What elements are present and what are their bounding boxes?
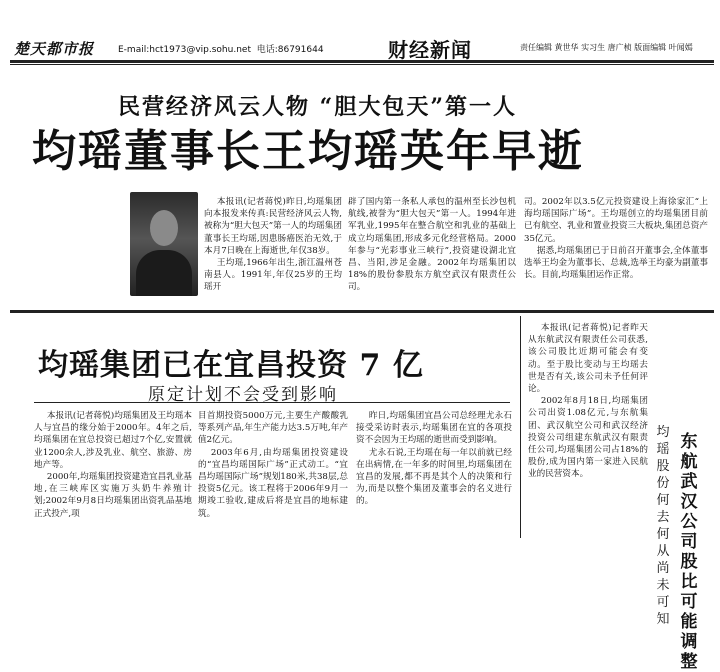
portrait-photo [130, 192, 198, 296]
portrait-body [136, 250, 192, 296]
second-headline: 均瑶集团已在宜昌投资 7 亿 [38, 348, 424, 383]
lead-column-3 [524, 196, 708, 300]
second-col3-para2: 尤永石说,王均瑶在每一年以前就已经在出病情,在一年多的时间里,均瑶集团在宜昌的发展,都不再是其个人的决策和行为,而是以整个集团及董事会的名义进行的。 [356, 447, 512, 507]
second-col3-para1: 昨日,均瑶集团宜昌公司总经理尤永石接受采访时表示,均瑶集团在宜的各项投资不会因为王均瑶的逝世而受到影响。 [356, 411, 512, 446]
vertical-char: 份 [656, 476, 670, 491]
hotline: 电话:86791644 [256, 45, 324, 55]
side-vertical-subhead [652, 424, 674, 628]
vertical-char: 知 [656, 612, 670, 627]
masthead: 楚天都市报 [14, 40, 95, 58]
lead-col3-para2: 据悉,均瑶集团已于日前召开董事会,全体董事选举王均金为董事长、总裁,选举王均豪为副董事长。目前,均瑶集团运作正常。 [524, 245, 708, 281]
vertical-char: 瑶 [656, 442, 670, 457]
lead-headline: 均瑶董事长王均瑶英年早逝 [32, 126, 584, 177]
lead-column-2 [348, 196, 516, 300]
vertical-char: 整 [680, 652, 698, 672]
vertical-char: 从 [656, 544, 670, 559]
vertical-char: 股 [680, 552, 698, 572]
vertical-char: 司 [680, 532, 698, 552]
top-rule [10, 60, 714, 63]
vertical-char: 何 [656, 527, 670, 542]
lead-column-1 [204, 196, 342, 300]
lead-col2-para1: 辟了国内第一条私人承包的温州至长沙包机航线,被誉为“胆大包天”第一人。1994年进军乳业,1995年在整合航空和乳业的基础上成立均瑶集团,形成多元化经营格局。2000年参与“光彩事业三峡行”,投资建设湖北宜昌、当阳,涉足金融。2002年均瑶集团以18%的股份参股东方航空武汉有限责任公司。 [348, 197, 516, 293]
vertical-char: 比 [680, 572, 698, 592]
vertical-char: 均 [656, 425, 670, 440]
second-subhead: 原定计划不会受到影响 [148, 385, 338, 405]
vertical-char: 去 [656, 510, 670, 525]
side-col-para2: 2002年8月18日,均瑶集团公司出资1.08亿元,与东航集团、武汉航空公司和武汉经济投资公司组建东航武汉有限责任公司,均瑶集团公司占18%的股份,成为国内第一家进入民航业的民营资本。 [528, 396, 648, 480]
editors-credit: 责任编辑 黄世华 实习生 唐广桢 版面编辑 叶闻嫣 [520, 43, 693, 52]
section-title: 财经新闻 [388, 38, 472, 62]
email-address: E-mail:hct1973@vip.sohu.net [118, 45, 251, 55]
second-column-1 [34, 410, 192, 538]
vertical-char: 汉 [680, 492, 698, 512]
second-col2-para2: 2003年6月,由均瑶集团投资建设的“宜昌均瑶国际广场”正式动工。“宜昌均瑶国际广场”规划180米,共38层,总投资5亿元。该工程将于2006年9月一期竣工验收,建成后将是宜昌的地标建筑。 [198, 447, 348, 519]
second-col2-para1: 目首期投资5000万元,主要生产酸酸乳等系列产品,年生产能力达3.5万吨,年产值2亿元。 [198, 411, 348, 446]
side-vertical-headline [676, 432, 702, 672]
vertical-char: 股 [656, 459, 670, 474]
lead-col1-para1: 本报讯(记者蒋悦)昨日,均瑶集团向本报发来传真:民营经济风云人物,被称为“胆大包天”第一人的均瑶集团董事长王均瑶,因患肠癌医治无效,于本月7日晚在上海逝世,年仅38岁。 [204, 197, 342, 256]
top-rule-thin [10, 64, 714, 65]
side-column [528, 322, 648, 538]
vertical-char: 未 [656, 578, 670, 593]
vertical-char: 尚 [656, 561, 670, 576]
vertical-char: 武 [680, 472, 698, 492]
second-column-3 [356, 410, 512, 538]
lead-kicker: 民营经济风云人物 “胆大包天”第一人 [118, 94, 517, 120]
section-divider [10, 310, 714, 313]
vertical-char: 可 [680, 592, 698, 612]
vertical-char: 航 [680, 452, 698, 472]
portrait-face [150, 210, 178, 246]
lead-col1-para2: 王均瑶,1966年出生,浙江温州苍南县人。1991年,年仅25岁的王均瑶开 [204, 258, 342, 293]
second-col1-para2: 2000年,均瑶集团投资建造宜昌乳业基地,在三峡库区实施万头奶牛养殖计划;2002年9月8日均瑶集团出资乳品基地正式投产,项 [34, 472, 192, 519]
vertical-char: 何 [656, 493, 670, 508]
side-column-rule [520, 316, 521, 538]
vertical-char: 调 [680, 632, 698, 652]
email-contact [118, 42, 324, 55]
vertical-char: 东 [680, 432, 698, 452]
vertical-char: 公 [680, 512, 698, 532]
second-col1-para1: 本报讯(记者蒋悦)均瑶集团及王均瑶本人与宜昌的缘分始于2000年。4年之后,均瑶集团在宜总投资已超过7个亿,安置就业1200余人,涉及乳业、航空、旅游、房地产等。 [34, 411, 192, 470]
vertical-char: 可 [656, 595, 670, 610]
second-column-2 [198, 410, 348, 538]
lead-col3-para1: 司。2002年以3.5亿元投资建设上海徐家汇“上海均瑶国际广场”。王均瑶创立的均瑶集团目前已有航空、乳业和置业投资三大板块,集团总资产35亿元。 [524, 197, 708, 244]
side-col-para1: 本报讯(记者蒋悦)记者昨天从东航武汉有限责任公司获悉,该公司股比近期可能会有变动。至于股比变动与王均瑶去世是否有关,该公司未予任何评论。 [528, 323, 648, 395]
vertical-char: 能 [680, 612, 698, 632]
